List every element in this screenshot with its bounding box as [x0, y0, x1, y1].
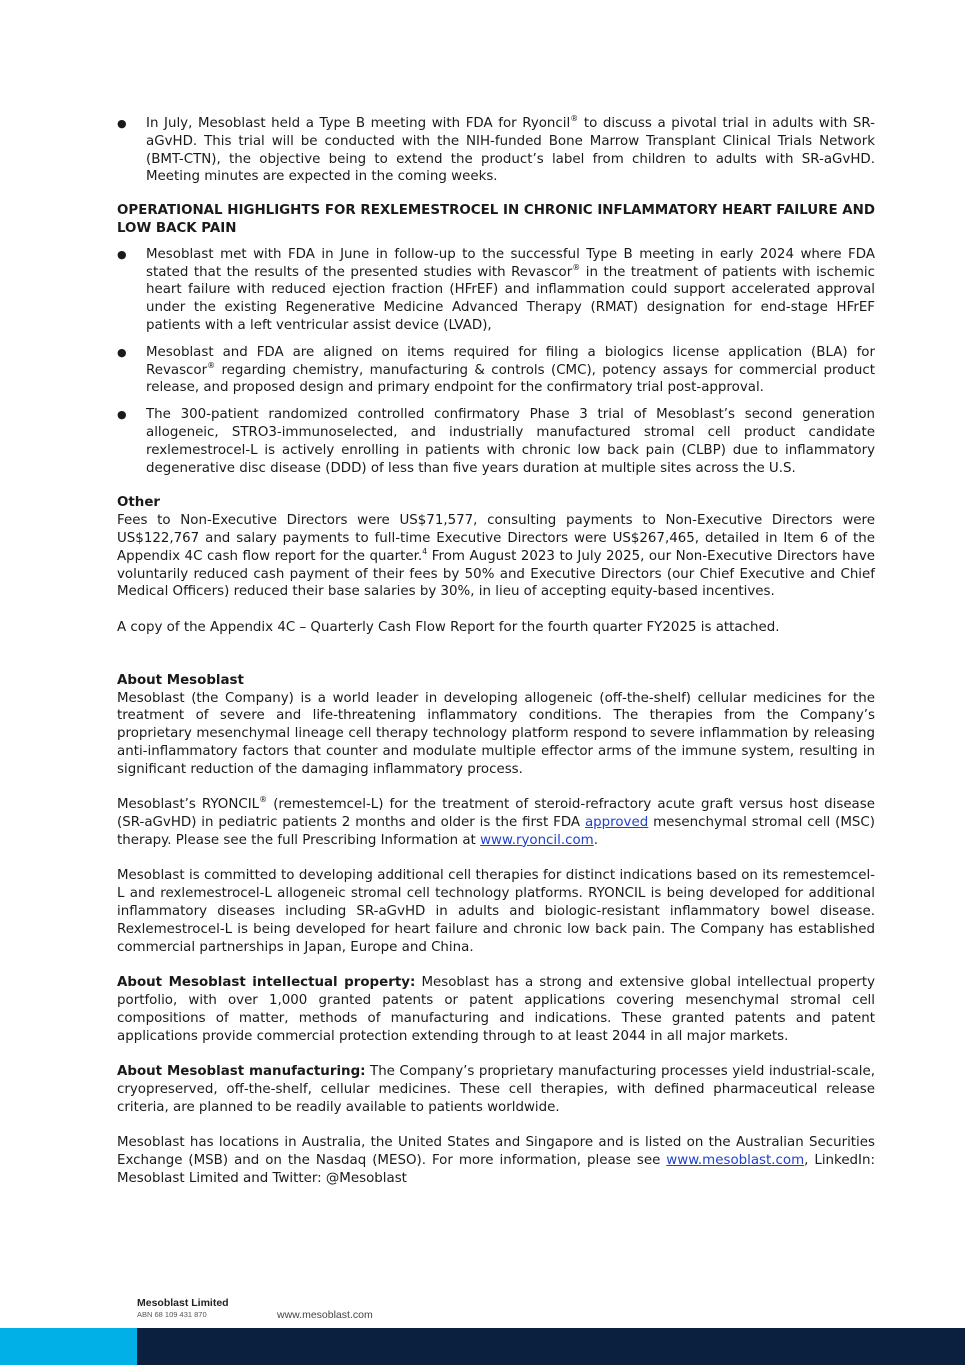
bullet-icon: ● — [117, 345, 127, 359]
bullet-item: ● Mesoblast and FDA are aligned on items required for filing a biologics license application (BLA) for Revascor® regarding chemistry, manufacturing & controls (CMC), potency assays for commercial product release, and proposed design and primary endpoint for the confirmatory trial post-approval. — [117, 344, 875, 396]
about-paragraph-ip: About Mesoblast intellectual property: Mesoblast has a strong and extensive global intellectual property portfolio, with over 1,000 granted patents or patent applications covering mesenchymal stromal cell compositions of matter, methods of manufacturing and indications. These granted patents and patent applications provide commercial protection extending through to at least 2044 in all major markets. — [117, 975, 875, 1044]
bullet-icon: ● — [117, 247, 127, 261]
document-page — [117, 115, 875, 1188]
footer-bar-cyan — [0, 1328, 137, 1365]
rexlemestrocel-bullet-list — [117, 246, 875, 478]
other-paragraph-appendix: A copy of the Appendix 4C – Quarterly Cash Flow Report for the fourth quarter FY2025 is attached. — [117, 619, 780, 635]
section-title-other: Other — [117, 495, 161, 511]
bullet-item: ● Mesoblast met with FDA in June in follow-up to the successful Type B meeting in early 2024 where FDA stated that the results of the presented studies with Revascor® in the treatment of patients with ischemic heart failure with reduced ejection fraction (HFrEF) and inflammation could support accelerated approval under the existing Regenerative Medicine Advanced Therapy (RMAT) designation for end-stage HFrEF patients with a left ventricular assist device (LVAD), — [117, 246, 875, 333]
ryoncil-website-link[interactable]: www.ryoncil.com — [480, 832, 594, 848]
about-paragraph-ryoncil: Mesoblast’s RYONCIL® (remestemcel-L) for the treatment of steroid-refractory acute graft versus host disease (SR-aGvHD) in pediatric patients 2 months and older is the first FDA approved mesenchymal stromal cell (MSC) therapy. Please see the full Prescribing Information at www.ryoncil.com. — [117, 795, 875, 848]
bullet-item: ● The 300-patient randomized controlled confirmatory Phase 3 trial of Mesoblast’s second generation allogeneic, STRO3-immunoselected, and industrially manufactured stromal cell product candidate rexlemestrocel-L is actively enrolling in patients with chronic low back pain (CLBP) due to inflammatory degenerative disc disease (DDD) of less than five years duration at multiple sites across the U.S. — [117, 407, 875, 476]
footer-company-name: Mesoblast Limited — [137, 1297, 229, 1309]
approved-link[interactable]: approved — [584, 815, 649, 831]
about-paragraph-platforms: Mesoblast is committed to developing additional cell therapies for distinct indications based on its remestemcel-L and rexlemestrocel-L allogeneic stromal cell technology platforms. RYONCIL is being developed for additional inflammatory diseases including SR-aGvHD in adults and biologic-resistant inflammatory bowel disease. Rexlemestrocel-L is being developed for heart failure and chronic low back pain. The Company has established commercial partnerships in Japan, Europe and China. — [117, 868, 875, 955]
other-paragraph-fees: Fees to Non-Executive Directors were US$71,577, consulting payments to Non-Executive Directors were US$122,767 and salary payments to full-time Executive Directors were US$267,465, detailed in Item 6 of the Appendix 4C cash flow report for the quarter.$^4$ From August 2023 to July 2025, our Non-Executive Directors have voluntarily reduced cash payment of their fees by 50% and Executive Directors (our Chief Executive and Chief Medical Officers) reduced their base salaries by 30%, in lieu of accepting equity-based incentives. — [117, 513, 875, 600]
footer-website: www.mesoblast.com — [277, 1309, 373, 1321]
footer-abn: ABN 68 109 431 870 — [137, 1310, 207, 1319]
about-paragraph-locations: Mesoblast has locations in Australia, the United States and Singapore and is listed on the Australian Securities Exchange (MSB) and on the Nasdaq (MESO). For more information, please see www.mesoblast.com, LinkedIn: Mesoblast Limited and Twitter: @Mesoblast — [117, 1135, 876, 1187]
about-paragraph-company: Mesoblast (the Company) is a world leader in developing allogeneic (off-the-shelf) cellular medicines for the treatment of severe and life-threatening inflammatory conditions. The therapies from the Company’s proprietary mesenchymal lineage cell therapy technology platform respond to severe inflammation by releasing anti-inflammatory factors that counter and modulate multiple effector arms of the immune system, resulting in significant reduction of the damaging inflammatory process. — [117, 690, 875, 777]
footnote-ref: 4 — [422, 546, 428, 556]
section-heading-rexlemestrocel: OPERATIONAL HIGHLIGHTS FOR REXLEMESTROCEL IN CHRONIC INFLAMMATORY HEART FAILURE AND LOW BACK PAIN — [117, 203, 875, 236]
about-paragraph-manufacturing: About Mesoblast manufacturing: The Company’s proprietary manufacturing processes yield industrial-scale, cryopreserved, off-the-shelf, cellular medicines. These cell therapies, with defined pharmaceutical release criteria, are planned to be readily available to patients worldwide. — [117, 1064, 875, 1115]
bullet-item: ● In July, Mesoblast held a Type B meeting with FDA for Ryoncil® to discuss a pivotal trial in adults with SR-aGvHD. This trial will be conducted with the NIH-funded Bone Marrow Transplant Clinical Trials Network (BMT-CTN), the objective being to extend the product’s label from children to adults with SR-aGvHD. Meeting minutes are expected in the coming weeks. — [117, 114, 875, 185]
section-title-about: About Mesoblast — [117, 672, 244, 688]
bullet-icon: ● — [117, 408, 127, 422]
mesoblast-website-link[interactable]: www.mesoblast.com — [666, 1153, 805, 1169]
footer-brand — [137, 1297, 229, 1319]
bullet-icon: ● — [117, 117, 127, 130]
footer-bar-navy — [137, 1328, 965, 1365]
ryoncil-bullet-list — [117, 115, 875, 186]
